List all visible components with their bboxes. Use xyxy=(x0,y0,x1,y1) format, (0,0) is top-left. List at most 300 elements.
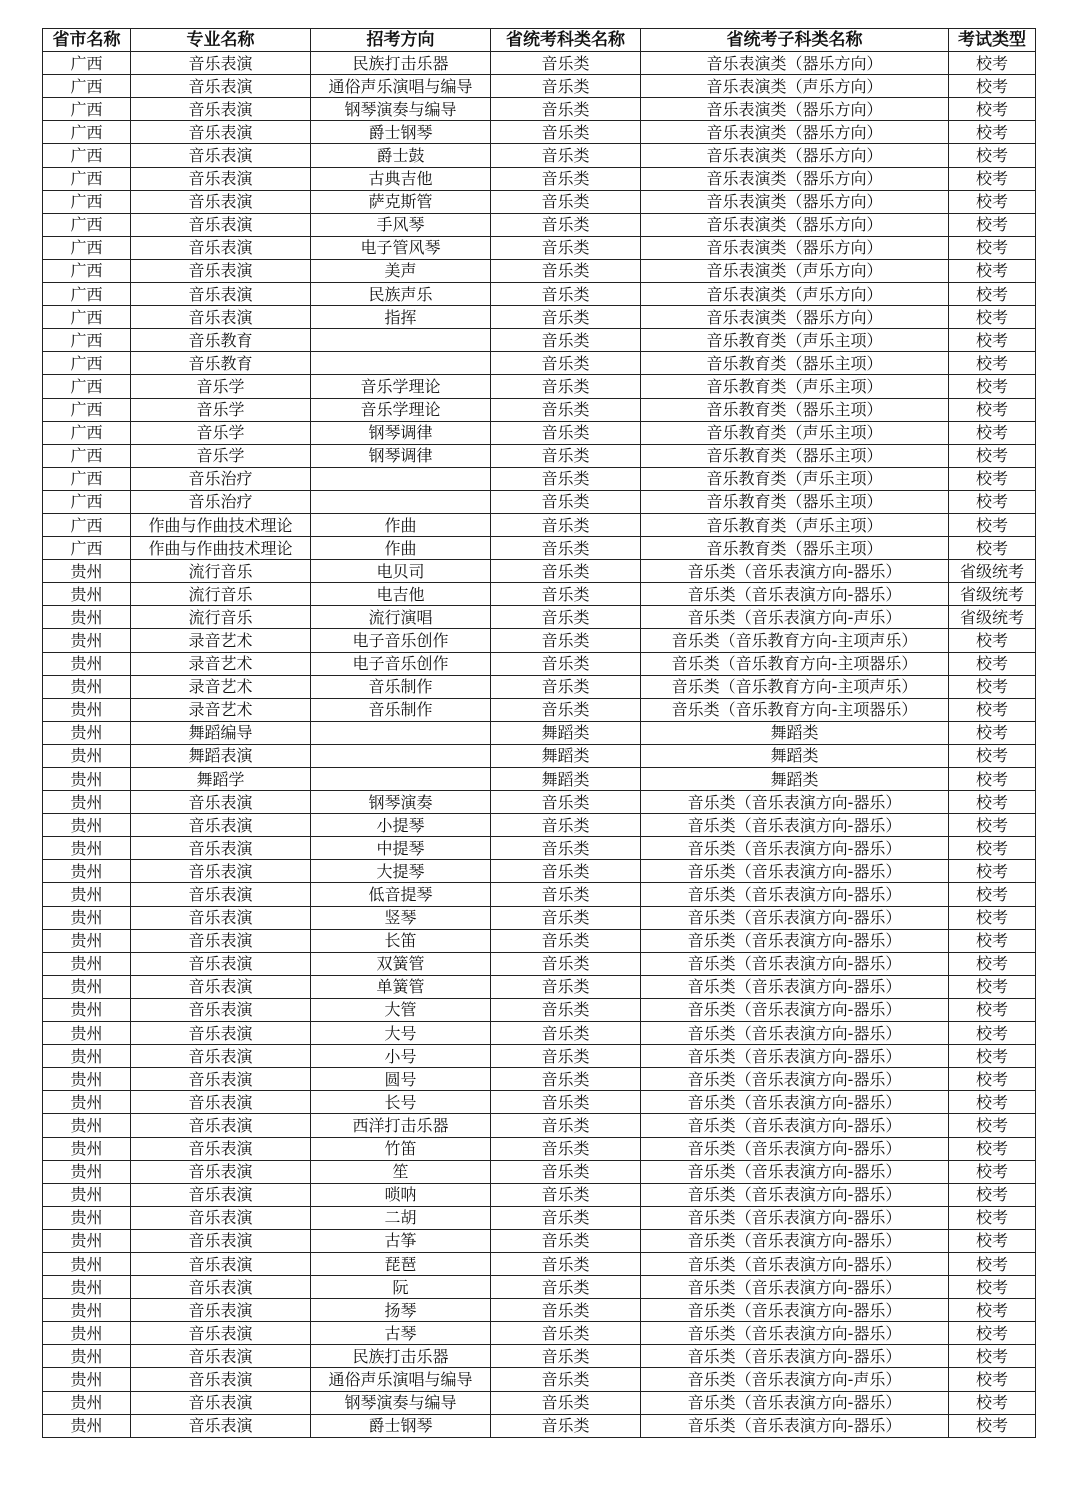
table-row xyxy=(43,75,1036,98)
cell-major: 音乐表演 xyxy=(131,1160,311,1183)
cell-exam-category: 音乐类 xyxy=(491,1022,641,1045)
cell-exam-category: 音乐类 xyxy=(491,1345,641,1368)
cell-exam-type: 校考 xyxy=(949,167,1036,190)
cell-exam-subcategory: 音乐类（音乐表演方向-器乐） xyxy=(641,975,949,998)
cell-major: 音乐表演 xyxy=(131,1045,311,1068)
cell-exam-category: 音乐类 xyxy=(491,1252,641,1275)
cell-exam-type: 省级统考 xyxy=(949,583,1036,606)
cell-exam-category: 音乐类 xyxy=(491,52,641,75)
cell-exam-category: 音乐类 xyxy=(491,144,641,167)
table-row xyxy=(43,98,1036,121)
cell-exam-category: 音乐类 xyxy=(491,1206,641,1229)
cell-major: 音乐表演 xyxy=(131,1068,311,1091)
header-exam-category: 省统考科类名称 xyxy=(491,29,641,52)
cell-major: 音乐表演 xyxy=(131,860,311,883)
cell-exam-category: 音乐类 xyxy=(491,837,641,860)
cell-direction xyxy=(311,744,491,767)
cell-major: 音乐表演 xyxy=(131,75,311,98)
table-row xyxy=(43,1414,1036,1437)
cell-exam-category: 音乐类 xyxy=(491,236,641,259)
cell-province: 广西 xyxy=(43,52,131,75)
cell-major: 音乐教育 xyxy=(131,329,311,352)
cell-province: 贵州 xyxy=(43,1252,131,1275)
cell-exam-category: 音乐类 xyxy=(491,213,641,236)
cell-major: 音乐表演 xyxy=(131,52,311,75)
cell-province: 贵州 xyxy=(43,1022,131,1045)
cell-exam-subcategory: 音乐类（音乐表演方向-器乐） xyxy=(641,1160,949,1183)
cell-exam-type: 校考 xyxy=(949,352,1036,375)
cell-exam-subcategory: 音乐类（音乐表演方向-器乐） xyxy=(641,929,949,952)
cell-exam-subcategory: 音乐类（音乐教育方向-主项声乐） xyxy=(641,629,949,652)
table-row xyxy=(43,791,1036,814)
cell-major: 音乐表演 xyxy=(131,791,311,814)
cell-province: 贵州 xyxy=(43,1229,131,1252)
cell-province: 贵州 xyxy=(43,1160,131,1183)
table-row xyxy=(43,283,1036,306)
cell-exam-type: 校考 xyxy=(949,975,1036,998)
cell-direction xyxy=(311,490,491,513)
cell-exam-category: 音乐类 xyxy=(491,883,641,906)
cell-direction: 指挥 xyxy=(311,306,491,329)
cell-direction: 竖琴 xyxy=(311,906,491,929)
table-row xyxy=(43,490,1036,513)
cell-direction xyxy=(311,768,491,791)
cell-exam-category: 音乐类 xyxy=(491,606,641,629)
table-row xyxy=(43,1229,1036,1252)
cell-major: 音乐表演 xyxy=(131,998,311,1021)
table-header-row xyxy=(43,29,1036,52)
cell-exam-type: 校考 xyxy=(949,652,1036,675)
cell-exam-type: 校考 xyxy=(949,952,1036,975)
cell-major: 录音艺术 xyxy=(131,675,311,698)
cell-exam-type: 省级统考 xyxy=(949,560,1036,583)
cell-exam-type: 校考 xyxy=(949,513,1036,536)
cell-exam-type: 校考 xyxy=(949,1206,1036,1229)
cell-exam-type: 校考 xyxy=(949,1091,1036,1114)
cell-exam-type: 校考 xyxy=(949,1160,1036,1183)
cell-exam-subcategory: 音乐类（音乐表演方向-器乐） xyxy=(641,1414,949,1437)
cell-direction: 民族打击乐器 xyxy=(311,52,491,75)
table-row xyxy=(43,583,1036,606)
cell-province: 广西 xyxy=(43,306,131,329)
cell-exam-category: 音乐类 xyxy=(491,1229,641,1252)
cell-direction xyxy=(311,329,491,352)
table-row xyxy=(43,606,1036,629)
cell-province: 广西 xyxy=(43,444,131,467)
cell-province: 广西 xyxy=(43,75,131,98)
cell-province: 贵州 xyxy=(43,929,131,952)
cell-exam-category: 音乐类 xyxy=(491,537,641,560)
cell-province: 广西 xyxy=(43,259,131,282)
cell-direction: 作曲 xyxy=(311,513,491,536)
cell-major: 音乐表演 xyxy=(131,236,311,259)
cell-province: 贵州 xyxy=(43,1345,131,1368)
cell-direction: 古琴 xyxy=(311,1322,491,1345)
cell-province: 贵州 xyxy=(43,998,131,1021)
cell-major: 作曲与作曲技术理论 xyxy=(131,513,311,536)
cell-direction: 民族打击乐器 xyxy=(311,1345,491,1368)
cell-direction: 小提琴 xyxy=(311,814,491,837)
header-province: 省市名称 xyxy=(43,29,131,52)
cell-province: 贵州 xyxy=(43,860,131,883)
cell-exam-category: 音乐类 xyxy=(491,1299,641,1322)
cell-province: 贵州 xyxy=(43,1137,131,1160)
cell-exam-subcategory: 音乐教育类（器乐主项） xyxy=(641,352,949,375)
cell-direction: 钢琴演奏与编导 xyxy=(311,1391,491,1414)
cell-province: 广西 xyxy=(43,121,131,144)
cell-exam-subcategory: 舞蹈类 xyxy=(641,768,949,791)
cell-exam-category: 音乐类 xyxy=(491,259,641,282)
cell-province: 贵州 xyxy=(43,629,131,652)
cell-major: 流行音乐 xyxy=(131,606,311,629)
cell-exam-category: 音乐类 xyxy=(491,1160,641,1183)
cell-direction: 作曲 xyxy=(311,537,491,560)
cell-exam-subcategory: 音乐类（音乐表演方向-器乐） xyxy=(641,1299,949,1322)
cell-exam-type: 校考 xyxy=(949,444,1036,467)
cell-exam-subcategory: 音乐类（音乐表演方向-声乐） xyxy=(641,1368,949,1391)
cell-exam-category: 音乐类 xyxy=(491,929,641,952)
cell-direction: 唢呐 xyxy=(311,1183,491,1206)
table-row xyxy=(43,906,1036,929)
cell-exam-type: 校考 xyxy=(949,860,1036,883)
cell-exam-category: 音乐类 xyxy=(491,1322,641,1345)
cell-direction: 大提琴 xyxy=(311,860,491,883)
cell-exam-category: 音乐类 xyxy=(491,629,641,652)
table-row xyxy=(43,306,1036,329)
table-row xyxy=(43,768,1036,791)
cell-exam-type: 校考 xyxy=(949,1276,1036,1299)
cell-exam-subcategory: 音乐类（音乐表演方向-器乐） xyxy=(641,860,949,883)
cell-exam-subcategory: 音乐表演类（器乐方向） xyxy=(641,52,949,75)
cell-major: 音乐表演 xyxy=(131,1022,311,1045)
cell-exam-type: 校考 xyxy=(949,1345,1036,1368)
cell-exam-type: 校考 xyxy=(949,1022,1036,1045)
cell-direction: 民族声乐 xyxy=(311,283,491,306)
cell-exam-subcategory: 音乐类（音乐表演方向-器乐） xyxy=(641,837,949,860)
cell-exam-type: 校考 xyxy=(949,1183,1036,1206)
cell-major: 录音艺术 xyxy=(131,698,311,721)
cell-exam-type: 校考 xyxy=(949,1368,1036,1391)
cell-exam-subcategory: 音乐类（音乐表演方向-器乐） xyxy=(641,1206,949,1229)
table-row xyxy=(43,744,1036,767)
cell-exam-category: 音乐类 xyxy=(491,167,641,190)
cell-direction: 竹笛 xyxy=(311,1137,491,1160)
table-body xyxy=(43,52,1036,1438)
table-row xyxy=(43,513,1036,536)
cell-exam-category: 音乐类 xyxy=(491,1368,641,1391)
cell-exam-subcategory: 音乐类（音乐表演方向-器乐） xyxy=(641,791,949,814)
cell-direction: 西洋打击乐器 xyxy=(311,1114,491,1137)
cell-exam-subcategory: 音乐教育类（器乐主项） xyxy=(641,537,949,560)
cell-exam-subcategory: 音乐教育类（器乐主项） xyxy=(641,490,949,513)
cell-exam-type: 校考 xyxy=(949,675,1036,698)
cell-major: 音乐表演 xyxy=(131,306,311,329)
cell-province: 贵州 xyxy=(43,1368,131,1391)
cell-exam-type: 校考 xyxy=(949,75,1036,98)
cell-exam-subcategory: 音乐表演类（声乐方向） xyxy=(641,75,949,98)
table-row xyxy=(43,352,1036,375)
table-row xyxy=(43,675,1036,698)
table-row xyxy=(43,929,1036,952)
table-row xyxy=(43,860,1036,883)
cell-exam-subcategory: 舞蹈类 xyxy=(641,744,949,767)
table-row xyxy=(43,537,1036,560)
cell-major: 音乐表演 xyxy=(131,1137,311,1160)
cell-exam-category: 音乐类 xyxy=(491,675,641,698)
cell-province: 贵州 xyxy=(43,814,131,837)
cell-exam-subcategory: 音乐表演类（器乐方向） xyxy=(641,236,949,259)
cell-exam-category: 音乐类 xyxy=(491,791,641,814)
cell-major: 音乐表演 xyxy=(131,1252,311,1275)
cell-exam-subcategory: 音乐类（音乐表演方向-器乐） xyxy=(641,1114,949,1137)
cell-direction: 萨克斯管 xyxy=(311,190,491,213)
cell-exam-subcategory: 音乐类（音乐表演方向-器乐） xyxy=(641,1137,949,1160)
cell-province: 贵州 xyxy=(43,952,131,975)
cell-province: 贵州 xyxy=(43,1045,131,1068)
table-row xyxy=(43,1391,1036,1414)
cell-exam-category: 音乐类 xyxy=(491,352,641,375)
cell-exam-subcategory: 音乐教育类（声乐主项） xyxy=(641,421,949,444)
cell-major: 音乐学 xyxy=(131,398,311,421)
cell-exam-subcategory: 音乐类（音乐教育方向-主项器乐） xyxy=(641,652,949,675)
cell-province: 贵州 xyxy=(43,1391,131,1414)
cell-exam-type: 校考 xyxy=(949,283,1036,306)
cell-exam-category: 音乐类 xyxy=(491,814,641,837)
cell-exam-type: 校考 xyxy=(949,1114,1036,1137)
cell-exam-subcategory: 音乐类（音乐教育方向-主项器乐） xyxy=(641,698,949,721)
admissions-table-sheet xyxy=(42,28,1035,1438)
table-row xyxy=(43,1276,1036,1299)
table-row xyxy=(43,52,1036,75)
cell-major: 音乐表演 xyxy=(131,283,311,306)
cell-exam-type: 省级统考 xyxy=(949,606,1036,629)
cell-direction: 电贝司 xyxy=(311,560,491,583)
cell-exam-type: 校考 xyxy=(949,259,1036,282)
cell-province: 贵州 xyxy=(43,1183,131,1206)
cell-exam-type: 校考 xyxy=(949,1391,1036,1414)
table-row xyxy=(43,167,1036,190)
cell-direction: 流行演唱 xyxy=(311,606,491,629)
table-row xyxy=(43,1068,1036,1091)
cell-major: 音乐表演 xyxy=(131,1299,311,1322)
cell-major: 音乐表演 xyxy=(131,144,311,167)
cell-province: 广西 xyxy=(43,352,131,375)
cell-direction: 大管 xyxy=(311,998,491,1021)
cell-exam-subcategory: 音乐教育类（声乐主项） xyxy=(641,329,949,352)
cell-direction: 爵士鼓 xyxy=(311,144,491,167)
cell-major: 音乐表演 xyxy=(131,1368,311,1391)
cell-exam-subcategory: 舞蹈类 xyxy=(641,721,949,744)
cell-exam-type: 校考 xyxy=(949,721,1036,744)
cell-province: 贵州 xyxy=(43,1068,131,1091)
cell-direction: 古典吉他 xyxy=(311,167,491,190)
cell-direction xyxy=(311,467,491,490)
cell-major: 舞蹈表演 xyxy=(131,744,311,767)
cell-direction: 美声 xyxy=(311,259,491,282)
table-row xyxy=(43,1160,1036,1183)
cell-exam-subcategory: 音乐类（音乐表演方向-器乐） xyxy=(641,1391,949,1414)
cell-exam-subcategory: 音乐表演类（器乐方向） xyxy=(641,190,949,213)
cell-direction: 钢琴调律 xyxy=(311,421,491,444)
cell-exam-subcategory: 音乐类（音乐教育方向-主项声乐） xyxy=(641,675,949,698)
table-row xyxy=(43,1299,1036,1322)
header-major: 专业名称 xyxy=(131,29,311,52)
table-row xyxy=(43,1045,1036,1068)
cell-exam-category: 音乐类 xyxy=(491,1068,641,1091)
cell-direction: 小号 xyxy=(311,1045,491,1068)
cell-exam-subcategory: 音乐类（音乐表演方向-器乐） xyxy=(641,883,949,906)
table-row xyxy=(43,560,1036,583)
cell-direction: 电子音乐创作 xyxy=(311,629,491,652)
header-exam-subcategory: 省统考子科类名称 xyxy=(641,29,949,52)
header-exam-type: 考试类型 xyxy=(949,29,1036,52)
cell-major: 作曲与作曲技术理论 xyxy=(131,537,311,560)
table-row xyxy=(43,467,1036,490)
cell-exam-type: 校考 xyxy=(949,421,1036,444)
cell-major: 音乐学 xyxy=(131,375,311,398)
cell-direction: 爵士钢琴 xyxy=(311,121,491,144)
cell-province: 贵州 xyxy=(43,698,131,721)
cell-exam-category: 音乐类 xyxy=(491,98,641,121)
cell-direction xyxy=(311,352,491,375)
table-row xyxy=(43,1114,1036,1137)
cell-exam-category: 音乐类 xyxy=(491,1414,641,1437)
table-row xyxy=(43,421,1036,444)
table-row xyxy=(43,698,1036,721)
cell-province: 贵州 xyxy=(43,906,131,929)
cell-exam-subcategory: 音乐教育类（声乐主项） xyxy=(641,467,949,490)
cell-major: 音乐表演 xyxy=(131,1206,311,1229)
cell-exam-type: 校考 xyxy=(949,1137,1036,1160)
cell-province: 广西 xyxy=(43,144,131,167)
cell-exam-subcategory: 音乐表演类（器乐方向） xyxy=(641,213,949,236)
cell-major: 录音艺术 xyxy=(131,652,311,675)
table-row xyxy=(43,1137,1036,1160)
table-row xyxy=(43,190,1036,213)
cell-province: 贵州 xyxy=(43,1114,131,1137)
cell-direction: 钢琴演奏 xyxy=(311,791,491,814)
cell-exam-category: 音乐类 xyxy=(491,1137,641,1160)
cell-exam-type: 校考 xyxy=(949,629,1036,652)
cell-exam-subcategory: 音乐表演类（声乐方向） xyxy=(641,283,949,306)
cell-exam-category: 音乐类 xyxy=(491,998,641,1021)
cell-direction: 单簧管 xyxy=(311,975,491,998)
admissions-table xyxy=(42,28,1036,1438)
cell-major: 音乐表演 xyxy=(131,883,311,906)
cell-exam-category: 音乐类 xyxy=(491,283,641,306)
cell-exam-category: 音乐类 xyxy=(491,421,641,444)
table-row xyxy=(43,998,1036,1021)
cell-exam-subcategory: 音乐教育类（声乐主项） xyxy=(641,375,949,398)
cell-exam-type: 校考 xyxy=(949,698,1036,721)
cell-direction: 电子管风琴 xyxy=(311,236,491,259)
cell-major: 音乐表演 xyxy=(131,1391,311,1414)
cell-exam-type: 校考 xyxy=(949,329,1036,352)
cell-major: 音乐表演 xyxy=(131,906,311,929)
cell-province: 贵州 xyxy=(43,1322,131,1345)
cell-exam-type: 校考 xyxy=(949,1045,1036,1068)
cell-direction: 长笛 xyxy=(311,929,491,952)
cell-major: 音乐表演 xyxy=(131,1322,311,1345)
cell-exam-type: 校考 xyxy=(949,375,1036,398)
table-row xyxy=(43,629,1036,652)
cell-exam-category: 音乐类 xyxy=(491,1091,641,1114)
cell-major: 音乐表演 xyxy=(131,121,311,144)
table-row xyxy=(43,1345,1036,1368)
cell-major: 音乐表演 xyxy=(131,1114,311,1137)
cell-province: 贵州 xyxy=(43,1206,131,1229)
cell-exam-type: 校考 xyxy=(949,744,1036,767)
cell-exam-subcategory: 音乐表演类（声乐方向） xyxy=(641,259,949,282)
table-row xyxy=(43,1206,1036,1229)
cell-exam-subcategory: 音乐类（音乐表演方向-器乐） xyxy=(641,1183,949,1206)
cell-exam-category: 音乐类 xyxy=(491,975,641,998)
cell-direction: 扬琴 xyxy=(311,1299,491,1322)
cell-exam-subcategory: 音乐表演类（器乐方向） xyxy=(641,144,949,167)
cell-major: 音乐表演 xyxy=(131,952,311,975)
cell-exam-category: 音乐类 xyxy=(491,860,641,883)
cell-direction: 音乐学理论 xyxy=(311,375,491,398)
cell-exam-category: 音乐类 xyxy=(491,513,641,536)
cell-province: 贵州 xyxy=(43,560,131,583)
cell-exam-category: 音乐类 xyxy=(491,952,641,975)
table-row xyxy=(43,652,1036,675)
cell-province: 贵州 xyxy=(43,768,131,791)
table-row xyxy=(43,837,1036,860)
cell-major: 音乐表演 xyxy=(131,259,311,282)
cell-major: 舞蹈学 xyxy=(131,768,311,791)
cell-major: 音乐表演 xyxy=(131,1229,311,1252)
cell-major: 音乐表演 xyxy=(131,837,311,860)
cell-major: 音乐表演 xyxy=(131,190,311,213)
table-row xyxy=(43,975,1036,998)
cell-exam-subcategory: 音乐表演类（器乐方向） xyxy=(641,306,949,329)
cell-exam-subcategory: 音乐表演类（器乐方向） xyxy=(641,121,949,144)
cell-exam-type: 校考 xyxy=(949,1068,1036,1091)
cell-major: 音乐表演 xyxy=(131,98,311,121)
cell-exam-type: 校考 xyxy=(949,236,1036,259)
cell-direction: 通俗声乐演唱与编导 xyxy=(311,75,491,98)
cell-direction: 爵士钢琴 xyxy=(311,1414,491,1437)
cell-exam-type: 校考 xyxy=(949,814,1036,837)
table-row xyxy=(43,1091,1036,1114)
cell-major: 音乐表演 xyxy=(131,213,311,236)
cell-province: 贵州 xyxy=(43,975,131,998)
cell-province: 贵州 xyxy=(43,1414,131,1437)
cell-major: 音乐学 xyxy=(131,444,311,467)
cell-exam-type: 校考 xyxy=(949,768,1036,791)
cell-exam-category: 音乐类 xyxy=(491,444,641,467)
cell-direction: 笙 xyxy=(311,1160,491,1183)
cell-exam-subcategory: 音乐类（音乐表演方向-器乐） xyxy=(641,814,949,837)
cell-exam-category: 音乐类 xyxy=(491,329,641,352)
cell-province: 贵州 xyxy=(43,791,131,814)
cell-province: 广西 xyxy=(43,537,131,560)
cell-exam-type: 校考 xyxy=(949,190,1036,213)
table-row xyxy=(43,375,1036,398)
cell-exam-subcategory: 音乐教育类（器乐主项） xyxy=(641,398,949,421)
cell-exam-category: 音乐类 xyxy=(491,121,641,144)
cell-exam-category: 舞蹈类 xyxy=(491,721,641,744)
table-row xyxy=(43,721,1036,744)
cell-province: 广西 xyxy=(43,236,131,259)
cell-exam-type: 校考 xyxy=(949,1252,1036,1275)
cell-direction: 二胡 xyxy=(311,1206,491,1229)
cell-exam-type: 校考 xyxy=(949,929,1036,952)
table-row xyxy=(43,883,1036,906)
cell-exam-category: 音乐类 xyxy=(491,583,641,606)
cell-exam-type: 校考 xyxy=(949,791,1036,814)
